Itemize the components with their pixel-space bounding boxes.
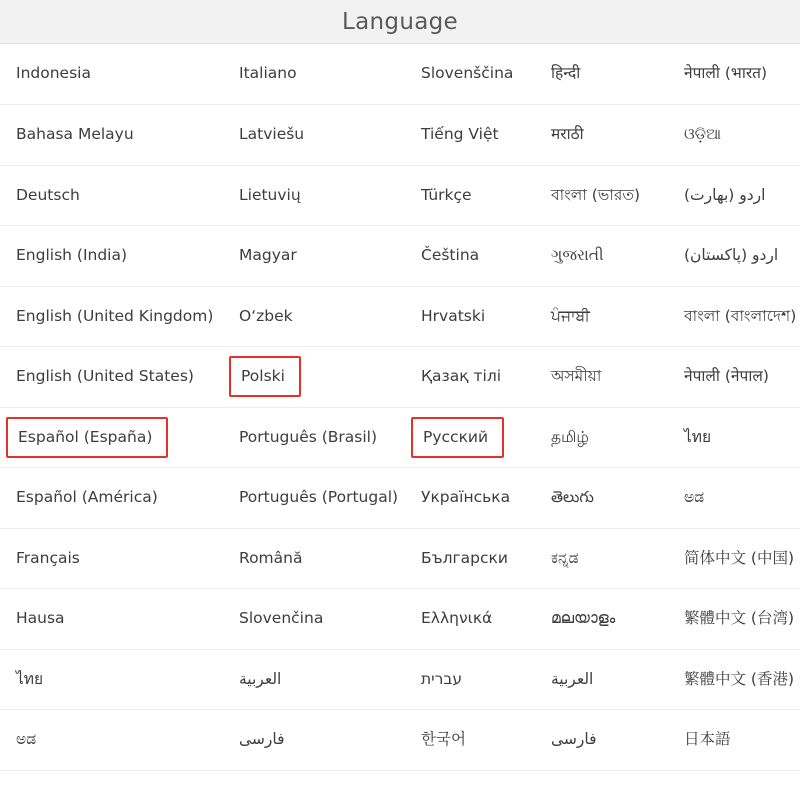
language-option-label: Русский [411, 417, 504, 458]
language-option[interactable] [405, 226, 535, 287]
language-grid [0, 44, 800, 771]
language-option-label: Slovenčina [239, 609, 324, 628]
language-option[interactable] [668, 226, 800, 287]
language-option-label: മലയാളം [551, 609, 616, 628]
language-option-label: Indonesia [16, 64, 91, 83]
language-option[interactable] [535, 105, 668, 166]
language-row [0, 407, 800, 468]
language-option[interactable] [223, 468, 405, 529]
language-option[interactable] [535, 165, 668, 226]
language-option-label: Қазақ тілі [421, 367, 502, 386]
language-option-label: Hausa [16, 609, 65, 628]
language-option[interactable] [668, 710, 800, 771]
language-option[interactable] [223, 589, 405, 650]
language-option[interactable] [223, 44, 405, 105]
language-option[interactable] [223, 165, 405, 226]
language-row [0, 649, 800, 710]
language-option[interactable] [405, 468, 535, 529]
language-row [0, 468, 800, 529]
language-option-label: O‘zbek [239, 306, 293, 325]
language-option-label: Português (Portugal) [239, 488, 399, 507]
language-row [0, 165, 800, 226]
language-option[interactable] [405, 347, 535, 408]
language-option[interactable] [223, 407, 405, 468]
language-row [0, 286, 800, 347]
language-option[interactable] [0, 468, 223, 529]
language-option-label: English (India) [16, 246, 128, 265]
language-option[interactable] [223, 528, 405, 589]
language-row [0, 44, 800, 105]
language-option[interactable] [405, 649, 535, 710]
language-option-label: Ελληνικά [421, 609, 493, 628]
language-option[interactable] [0, 710, 223, 771]
language-option[interactable] [223, 226, 405, 287]
language-option[interactable] [668, 44, 800, 105]
language-option-label: Čeština [421, 246, 480, 265]
language-option[interactable] [535, 347, 668, 408]
language-option-label: 日本語 [684, 730, 731, 749]
language-option-label: Slovenščina [421, 64, 514, 83]
language-option-label: Български [421, 548, 508, 567]
language-option-label: 한국어 [421, 730, 466, 749]
language-option[interactable] [0, 226, 223, 287]
language-option-label: বাংলা (ভারত) [551, 185, 641, 204]
language-option-label: Deutsch [16, 185, 80, 204]
language-option-label: ਪੰਜਾਬੀ [551, 306, 590, 325]
language-option-label: فارسی [551, 730, 597, 749]
language-option-label: العربية [551, 669, 594, 688]
language-option[interactable] [0, 347, 223, 408]
language-option-label: Magyar [239, 246, 297, 265]
language-option[interactable] [223, 649, 405, 710]
language-option-label: English (United States) [16, 367, 194, 386]
language-option[interactable] [405, 710, 535, 771]
language-option-label: Italiano [239, 64, 297, 83]
language-option-label: অসমীয়া [551, 367, 602, 386]
language-option-label: ಅಡ [684, 488, 705, 507]
language-option-label: Português (Brasil) [239, 427, 378, 446]
language-option[interactable] [668, 347, 800, 408]
language-row [0, 347, 800, 408]
language-option-label: اردو (بھارت) [684, 185, 766, 204]
language-option-label: Română [239, 548, 303, 567]
language-option[interactable] [668, 165, 800, 226]
language-option-label: Polski [229, 356, 301, 397]
language-option-label: Español (América) [16, 488, 158, 507]
language-option-label: עברית [421, 669, 463, 688]
page-title: Language [342, 8, 458, 35]
language-option-label: 繁體中文 (台湾) [684, 609, 795, 628]
language-option-label: ไทย [684, 427, 712, 446]
language-option[interactable] [535, 44, 668, 105]
language-option-label: ไทย [16, 669, 44, 688]
language-option-label: 繁體中文 (香港) [684, 669, 795, 688]
language-option-highlighted[interactable] [405, 407, 535, 468]
language-option[interactable] [535, 407, 668, 468]
language-option[interactable] [0, 44, 223, 105]
language-option-label: தமிழ் [551, 427, 589, 446]
language-option[interactable] [535, 710, 668, 771]
language-option[interactable] [0, 165, 223, 226]
language-option-label: Hrvatski [421, 306, 486, 325]
language-option[interactable] [535, 528, 668, 589]
language-option[interactable] [223, 710, 405, 771]
language-option[interactable] [668, 528, 800, 589]
language-option[interactable] [668, 286, 800, 347]
language-row [0, 710, 800, 771]
language-option-label: বাংলা (বাংলাদেশ) [684, 306, 797, 325]
language-option[interactable] [405, 165, 535, 226]
language-option-label: Latviešu [239, 125, 305, 144]
language-option[interactable] [535, 649, 668, 710]
title-bar [0, 0, 800, 44]
language-option[interactable] [0, 589, 223, 650]
language-option[interactable] [668, 589, 800, 650]
language-option-label: ગુજરાતી [551, 246, 604, 265]
language-option[interactable] [0, 286, 223, 347]
language-option[interactable] [405, 44, 535, 105]
language-option-label: Español (España) [6, 417, 168, 458]
language-option[interactable] [405, 589, 535, 650]
language-option-label: తెలుగు [551, 488, 594, 507]
language-option-label: ଓଡ଼ିଆ [684, 125, 722, 144]
language-option[interactable] [0, 105, 223, 166]
language-row [0, 105, 800, 166]
language-option-label: Українська [421, 488, 511, 507]
language-option-label: मराठी [551, 125, 584, 144]
language-option[interactable] [405, 105, 535, 166]
language-option[interactable] [0, 649, 223, 710]
language-option[interactable] [535, 589, 668, 650]
language-option[interactable] [668, 649, 800, 710]
language-option[interactable] [223, 286, 405, 347]
language-option[interactable] [223, 105, 405, 166]
language-option-label: Türkçe [421, 185, 472, 204]
language-option-label: Bahasa Melayu [16, 125, 134, 144]
language-option-label: हिन्दी [551, 64, 581, 83]
language-row [0, 226, 800, 287]
language-option-label: 简体中文 (中国) [684, 548, 795, 567]
language-option-label: اردو (پاکستان) [684, 246, 779, 265]
language-row [0, 528, 800, 589]
language-option[interactable] [668, 468, 800, 529]
language-option-label: English (United Kingdom) [16, 306, 214, 325]
language-option-label: Lietuvių [239, 185, 301, 204]
language-option-label: ಅಡ [16, 730, 37, 749]
language-option[interactable] [668, 407, 800, 468]
language-option-label: नेपाली (भारत) [684, 64, 768, 83]
language-option-highlighted[interactable] [223, 347, 405, 408]
language-row [0, 589, 800, 650]
language-option[interactable] [405, 286, 535, 347]
language-option[interactable] [405, 528, 535, 589]
language-option-label: Tiếng Việt [421, 125, 499, 144]
language-option-label: العربية [239, 669, 282, 688]
language-option-label: ಕನ್ನಡ [551, 548, 579, 567]
language-option[interactable] [668, 105, 800, 166]
language-option-label: नेपाली (नेपाल) [684, 367, 769, 386]
language-option[interactable] [535, 226, 668, 287]
language-option-highlighted[interactable] [0, 407, 223, 468]
language-option[interactable] [0, 528, 223, 589]
language-option-label: Français [16, 548, 80, 567]
language-option-label: فارسی [239, 730, 285, 749]
language-option[interactable] [535, 286, 668, 347]
language-option[interactable] [535, 468, 668, 529]
